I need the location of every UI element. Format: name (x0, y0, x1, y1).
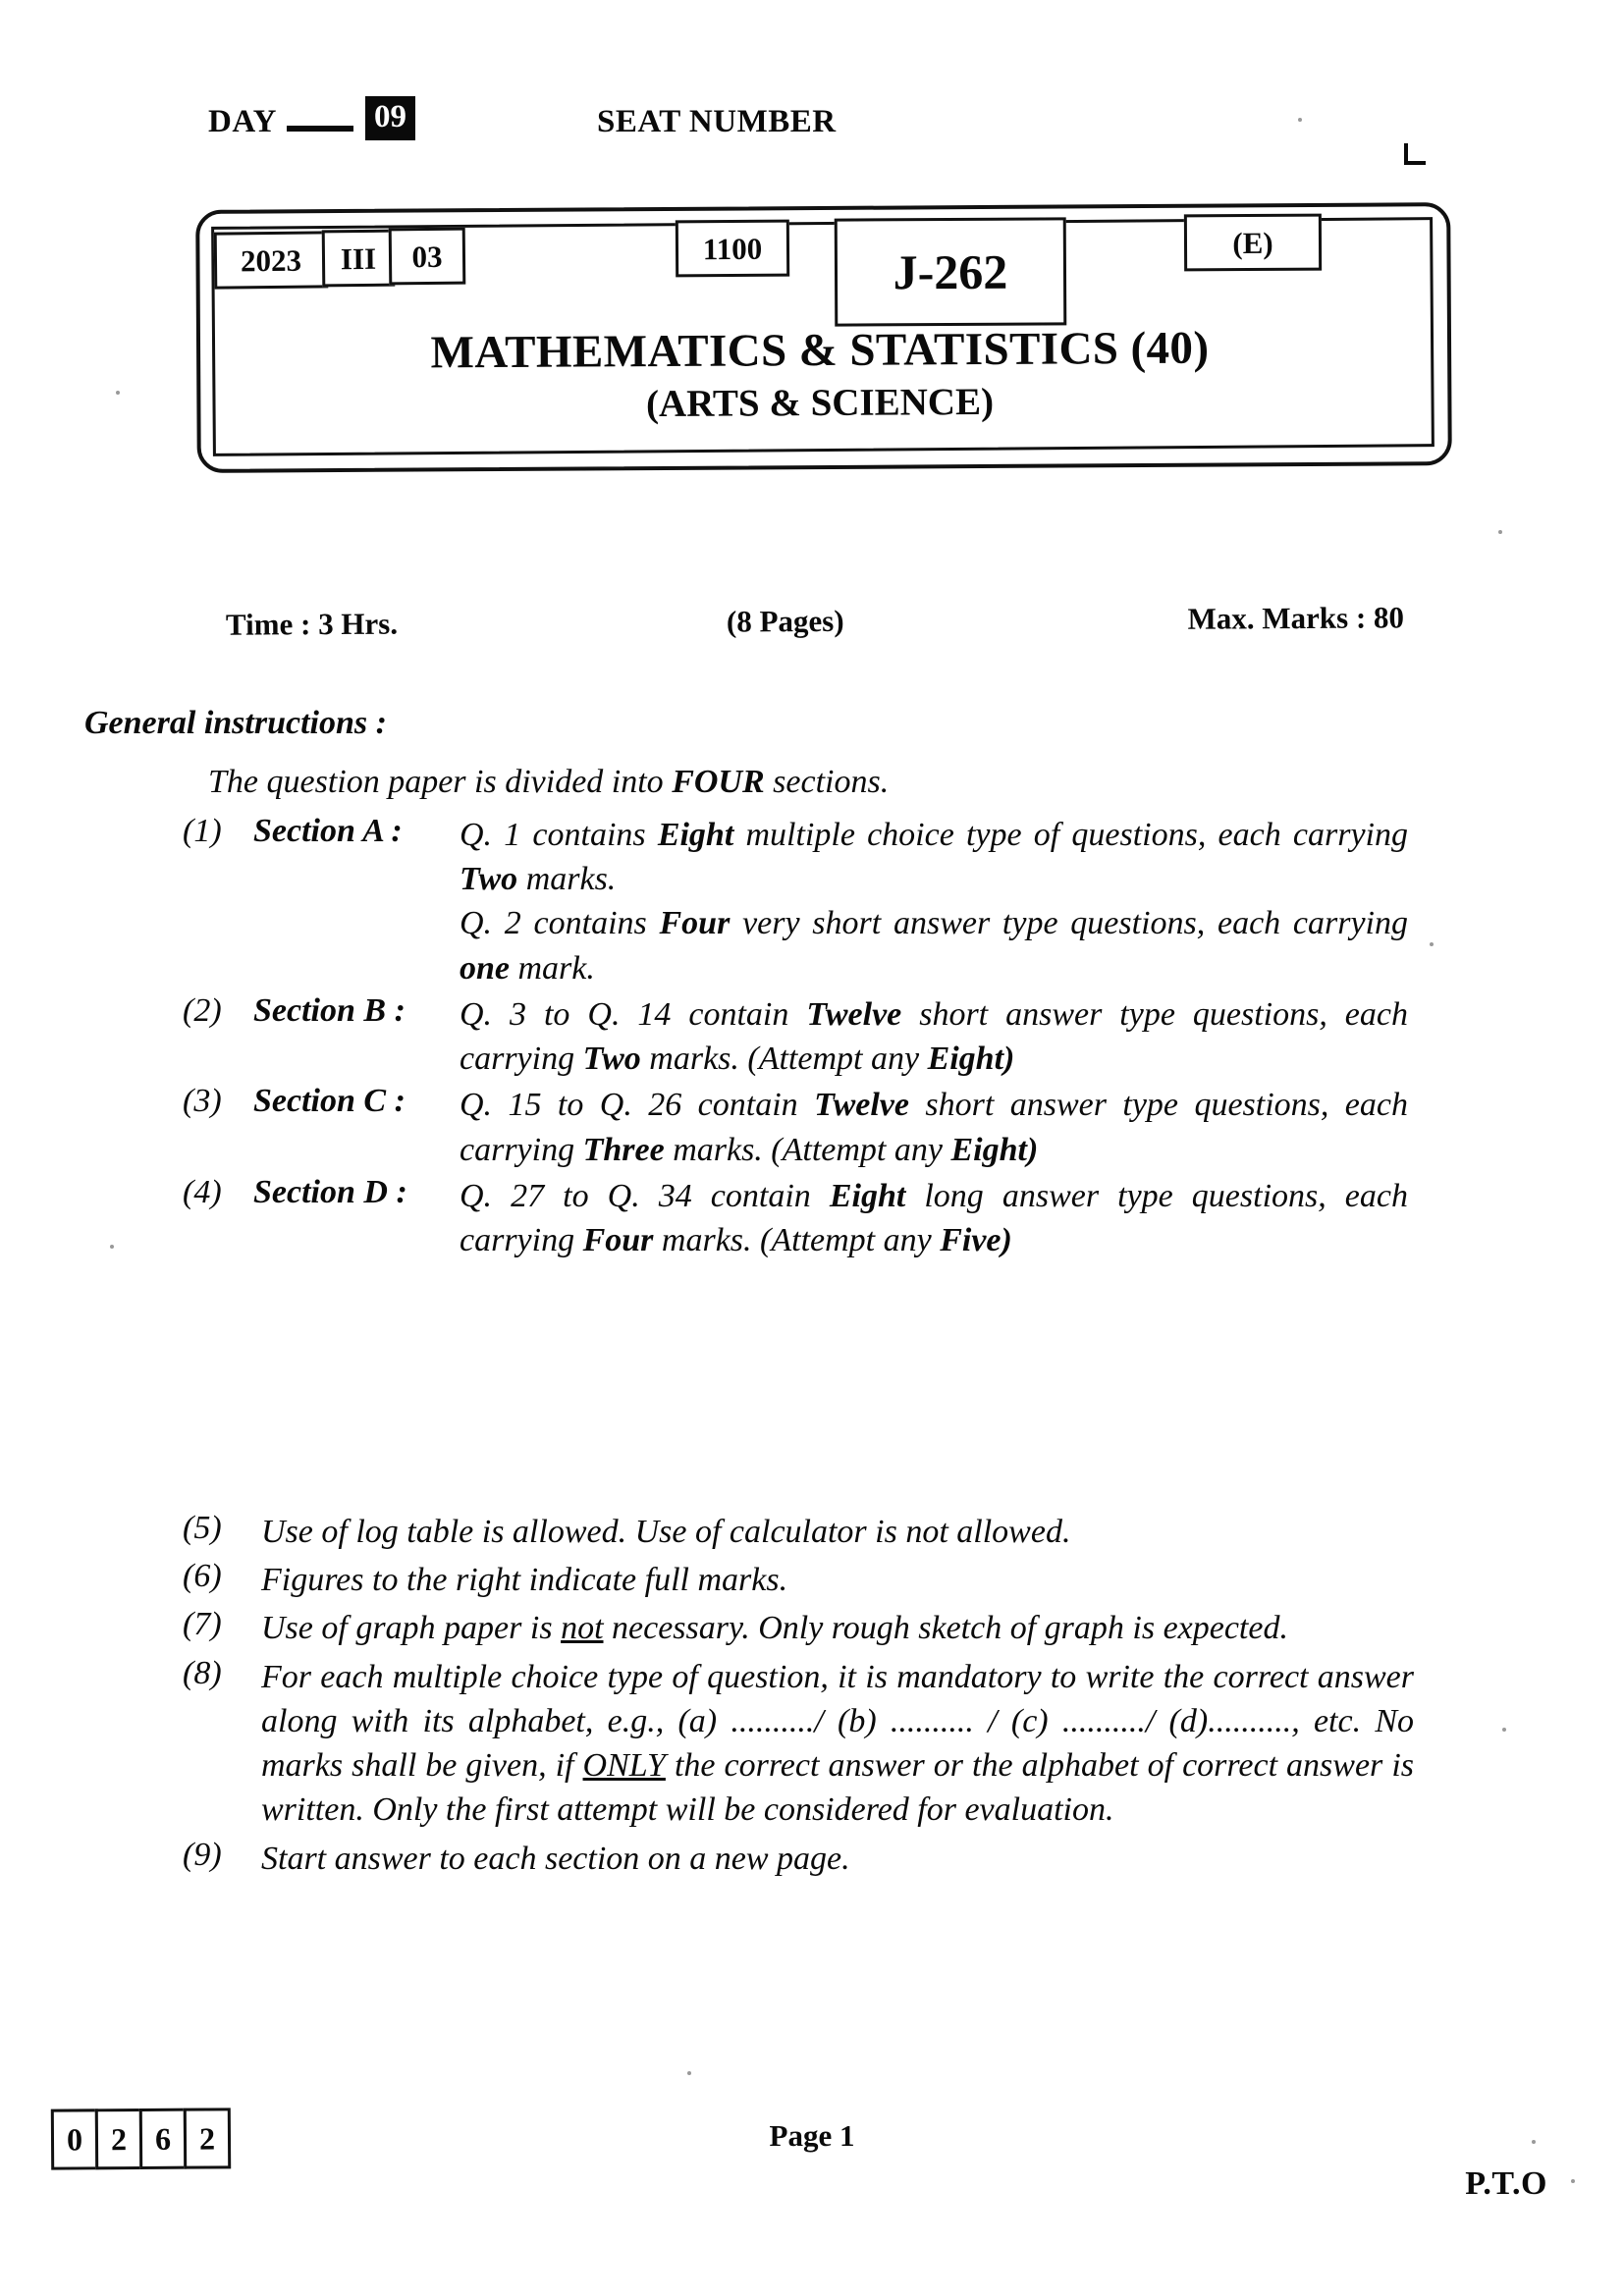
footer-code-digit: 6 (139, 2109, 187, 2169)
body-text: marks. (Attempt any (640, 1041, 928, 1078)
section-instruction-body (460, 1174, 1420, 1262)
numbered-instruction-row (183, 1510, 1430, 1554)
section-instruction-row (183, 992, 1420, 1081)
section-instruction-name: Section B : (253, 991, 406, 1029)
numbered-instruction-body (261, 1837, 1430, 1881)
body-text: Q. 2 contains (460, 905, 660, 942)
field-paper-code: J-262 (835, 217, 1067, 326)
section-instruction-paragraph (460, 1174, 1408, 1262)
emphasis-text: Five) (940, 1221, 1012, 1258)
emphasis-text: Twelve (814, 1087, 909, 1124)
numbered-instruction-body (261, 1510, 1430, 1554)
emphasis-text: Two (460, 861, 518, 898)
section-instruction-paragraph (460, 813, 1408, 901)
numbered-instruction-row (183, 1655, 1430, 1833)
field-subject-code: 03 (389, 228, 466, 286)
body-text: very short answer type questions, each carrying (730, 905, 1408, 942)
numbered-instruction-body (261, 1606, 1430, 1650)
section-instruction-number: (4) (183, 1173, 222, 1210)
emphasis-text: Four (659, 905, 731, 942)
page-count: (8 Pages) (726, 603, 844, 639)
section-instruction-list (183, 813, 1420, 1264)
field-year: 2023 (214, 231, 329, 289)
max-marks: Max. Marks : 80 (1187, 600, 1405, 636)
numbered-instruction-number: (8) (183, 1654, 222, 1691)
scan-speckle (1502, 1728, 1506, 1732)
numbered-instruction-row (183, 1606, 1430, 1650)
lead-text-suffix: sections. (764, 764, 890, 800)
body-text: short answer type questions, each carrying (460, 995, 1408, 1078)
day-dash-rule (287, 126, 353, 132)
section-instruction-name: Section C : (253, 1083, 406, 1120)
field-medium-code: III (322, 230, 396, 288)
body-text: Q. 27 to Q. 34 contain (460, 1177, 830, 1214)
scan-speckle (1498, 530, 1502, 534)
body-text: Q. 3 to Q. 14 contain (460, 995, 807, 1033)
underlined-text: not (561, 1610, 604, 1647)
numbered-instruction-number: (9) (183, 1836, 222, 1873)
section-instruction-number: (2) (183, 991, 222, 1029)
body-text: long answer type questions, each carrying (460, 1177, 1408, 1258)
section-instruction-paragraph (460, 901, 1408, 989)
numbered-instruction-row (183, 1558, 1430, 1602)
underlined-text: ONLY (582, 1747, 666, 1785)
numbered-instruction-body (261, 1655, 1430, 1833)
section-instruction-number: (3) (183, 1083, 222, 1120)
section-instruction-row (183, 813, 1420, 990)
general-instructions-heading: General instructions : (84, 705, 387, 741)
body-text: marks. (Attempt any (664, 1131, 951, 1168)
emphasis-text: Eight) (927, 1041, 1015, 1078)
field-serial-code: 1100 (676, 220, 789, 278)
body-text: Figures to the right indicate full marks. (261, 1562, 788, 1599)
paper-meta-row (226, 600, 1414, 648)
emphasis-text: Eight (657, 817, 734, 853)
emphasis-text: Three (582, 1131, 665, 1168)
section-instruction-name: Section A : (253, 813, 403, 849)
section-instruction-row (183, 1174, 1420, 1262)
lead-text-prefix: The question paper is divided into (208, 764, 673, 800)
scan-speckle (1571, 2179, 1575, 2183)
numbered-instruction-number: (7) (183, 1606, 222, 1643)
body-text: mark. (510, 949, 595, 987)
numbered-instruction-number: (6) (183, 1558, 222, 1595)
emphasis-text: Twelve (806, 995, 902, 1033)
body-text: necessary. Only rough sketch of graph is expected. (603, 1610, 1288, 1647)
scan-speckle (110, 1245, 114, 1249)
body-text: Start answer to each section on a new page. (261, 1840, 850, 1877)
numbered-instruction-body (261, 1558, 1430, 1602)
body-text: For each multiple choice type of question, it is mandatory to write the correct answer along with its alphabet, e.g., (a) ........../ (b) .......... / (c) ........../ (d).........., etc. No marks shall be given, if (261, 1658, 1414, 1785)
day-label: DAY (208, 104, 277, 139)
section-instruction-number: (1) (183, 813, 222, 849)
footer-code-digit: 2 (95, 2109, 142, 2169)
body-text: Q. 15 to Q. 26 contain (460, 1087, 815, 1124)
scan-speckle (116, 391, 120, 395)
body-text: Use of log table is allowed. Use of calculator is not allowed. (261, 1514, 1071, 1550)
scan-speckle (1532, 2140, 1536, 2144)
emphasis-text: Two (582, 1041, 641, 1078)
seat-number-label: SEAT NUMBER (597, 104, 837, 139)
emphasis-text: one (460, 949, 510, 987)
paper-subtitle: (ARTS & SCIENCE) (645, 380, 995, 426)
general-instructions-lead (208, 764, 1386, 801)
corner-registration-mark (1404, 143, 1426, 165)
footer-code-digit: 0 (51, 2109, 98, 2169)
field-language: (E) (1184, 214, 1322, 272)
lead-text-emphasis: FOUR (672, 764, 765, 800)
paper-title: MATHEMATICS & STATISTICS (40) (430, 322, 1210, 379)
body-text: short answer type questions, each carrying (460, 1087, 1408, 1168)
section-instruction-row (183, 1083, 1420, 1171)
body-text: marks. (517, 861, 617, 898)
body-text: marks. (Attempt any (653, 1221, 941, 1258)
numbered-instruction-list (183, 1510, 1430, 1885)
numbered-instruction-row (183, 1837, 1430, 1881)
day-value-badge: 09 (365, 96, 415, 140)
emphasis-text: Eight) (950, 1131, 1039, 1168)
exam-duration: Time : 3 Hrs. (225, 606, 399, 642)
emphasis-text: Four (582, 1221, 654, 1258)
scan-speckle (687, 2071, 691, 2075)
scan-speckle (1430, 942, 1434, 946)
section-instruction-paragraph (460, 1083, 1408, 1171)
body-text: multiple choice type of questions, each carrying (733, 817, 1408, 853)
paper-header-fields (196, 206, 1443, 642)
top-header-line (0, 94, 1624, 163)
section-instruction-paragraph (460, 992, 1408, 1081)
numbered-instruction-number: (5) (183, 1510, 222, 1546)
footer-code-digit: 2 (184, 2108, 231, 2168)
section-instruction-body (460, 813, 1420, 990)
emphasis-text: Eight (829, 1177, 906, 1214)
body-text: the correct answer or the alphabet of correct answer is written. Only the first attempt will be considered for evaluation. (261, 1747, 1414, 1829)
section-instruction-name: Section D : (253, 1173, 407, 1210)
page-number-label: Page 1 (769, 2118, 855, 2153)
body-text: Q. 1 contains (460, 817, 658, 853)
pto-label: P.T.O (1465, 2165, 1547, 2202)
section-instruction-body (460, 992, 1420, 1081)
scan-speckle (1298, 118, 1302, 122)
section-instruction-body (460, 1083, 1420, 1171)
body-text: Use of graph paper is (261, 1610, 562, 1647)
